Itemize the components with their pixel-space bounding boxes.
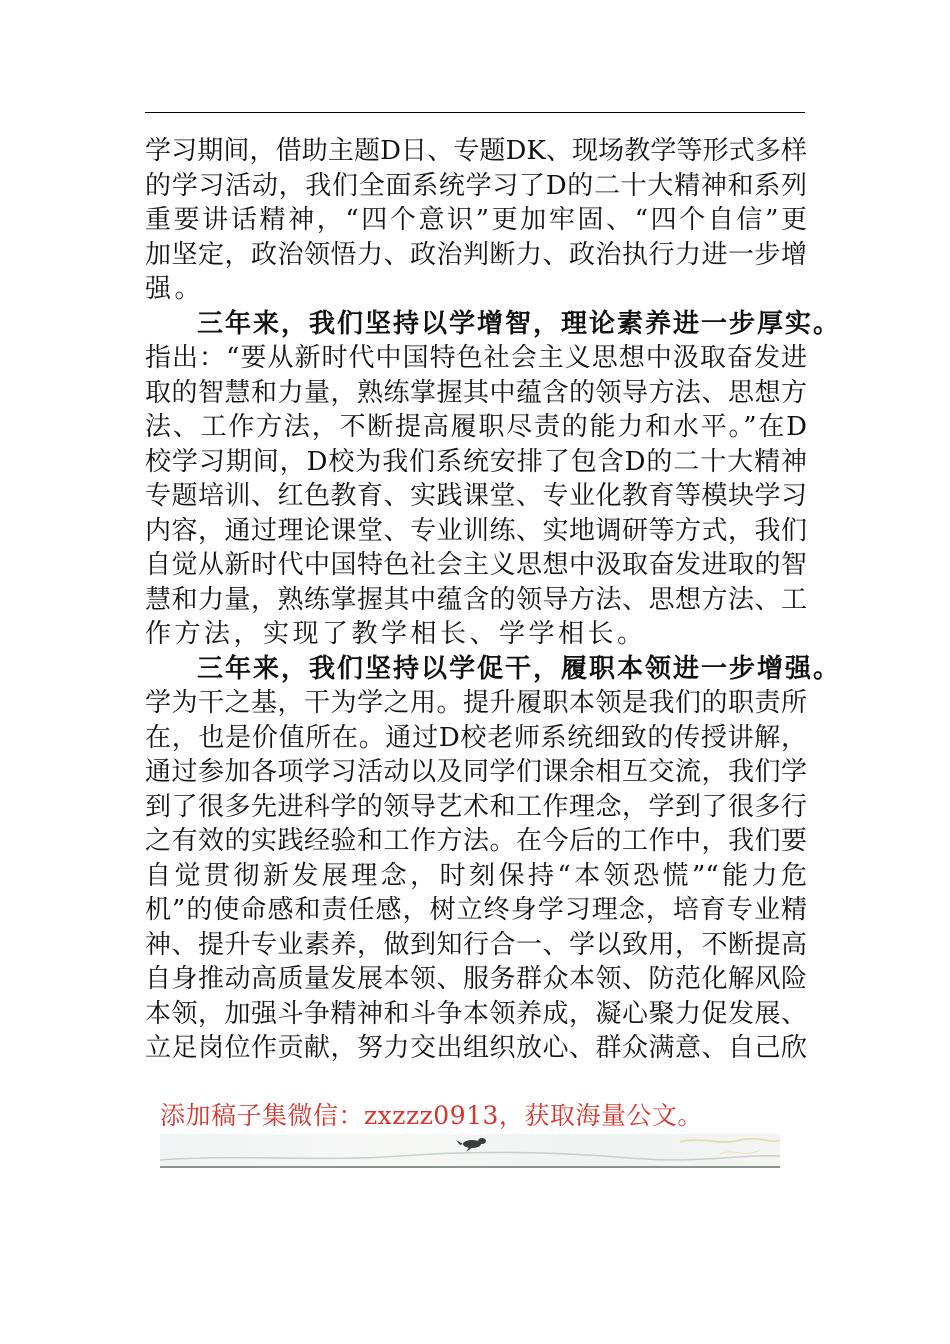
body-line: 到了很多先进科学的领导艺术和工作理念，学到了很多行 — [145, 791, 807, 822]
body-line: 自身推动高质量发展本领、服务群众本领、防范化解风险 — [145, 964, 807, 994]
body-line: 本领，加强斗争精神和斗争本领养成，凝心聚力促发展、 — [145, 998, 807, 1029]
body-line: 神、提升专业素养，做到知行合一、学以致用，不断提高 — [145, 929, 807, 960]
header-rule — [145, 112, 805, 113]
body-line: 之有效的实践经验和工作方法。在今后的工作中，我们要 — [145, 826, 807, 856]
body-line: 学习期间，借助主题D日、专题DK、现场教学等形式多样 — [145, 136, 807, 166]
body-line: 自觉贯彻新发展理念，时刻保持“本领恐慌”“能力危 — [145, 860, 807, 891]
body-line: 机”的使命感和责任感，树立终身学习理念，培育专业精 — [145, 895, 807, 925]
body-line: 立足岗位作贡献，努力交出组织放心、群众满意、自己欣 — [145, 1033, 807, 1063]
body-line: 学为干之基，干为学之用。提升履职本领是我们的职责所 — [145, 688, 807, 718]
body-line: 自觉从新时代中国特色社会主义思想中汲取奋发进取的智 — [145, 550, 807, 580]
body-line: 的学习活动，我们全面系统学习了D的二十大精神和系列 — [145, 170, 807, 201]
body-line: 校学习期间，D校为我们系统安排了包含D的二十大精神 — [145, 446, 807, 477]
body-line: 重要讲话精神，“四个意识”更加牢固、“四个自信”更 — [145, 205, 807, 235]
body-line: 通过参加各项学习活动以及同学们课余相互交流，我们学 — [145, 757, 807, 787]
body-line: 慧和力量，熟练掌握其中蕴含的领导方法、思想方法、工 — [145, 584, 807, 615]
body-line: 取的智慧和力量，熟练掌握其中蕴含的领导方法、思想方 — [145, 377, 807, 408]
landscape-illustration — [160, 1134, 780, 1166]
body-line: 内容，通过理论课堂、专业训练、实地调研等方式，我们 — [145, 515, 807, 546]
body-line: 法、工作方法，不断提高履职尽责的能力和水平。”在D — [145, 412, 807, 442]
decorative-banner-image — [160, 1134, 780, 1168]
promo-text: 添加稿子集微信：zxzzz0913，获取海量公文。 — [160, 1101, 703, 1130]
section-heading: 三年来，我们坚持以学增智，理论素养进一步厚实。 — [197, 308, 842, 339]
body-line: 专题培训、红色教育、实践课堂、专业化教育等模块学习 — [145, 481, 807, 511]
body-line: 作方法，实现了教学相长、学学相长。 — [145, 619, 647, 649]
section-heading: 三年来，我们坚持以学促干，履职本领进一步增强。 — [197, 653, 842, 684]
document-body — [145, 134, 842, 1066]
body-line: 在，也是价值所在。通过D校老师系统细致的传授讲解， — [145, 722, 807, 753]
body-line: 指出：“要从新时代中国特色社会主义思想中汲取奋发进 — [145, 343, 807, 373]
body-line: 加坚定，政治领悟力、政治判断力、政治执行力进一步增 — [145, 239, 807, 270]
body-line: 强。 — [145, 274, 205, 304]
